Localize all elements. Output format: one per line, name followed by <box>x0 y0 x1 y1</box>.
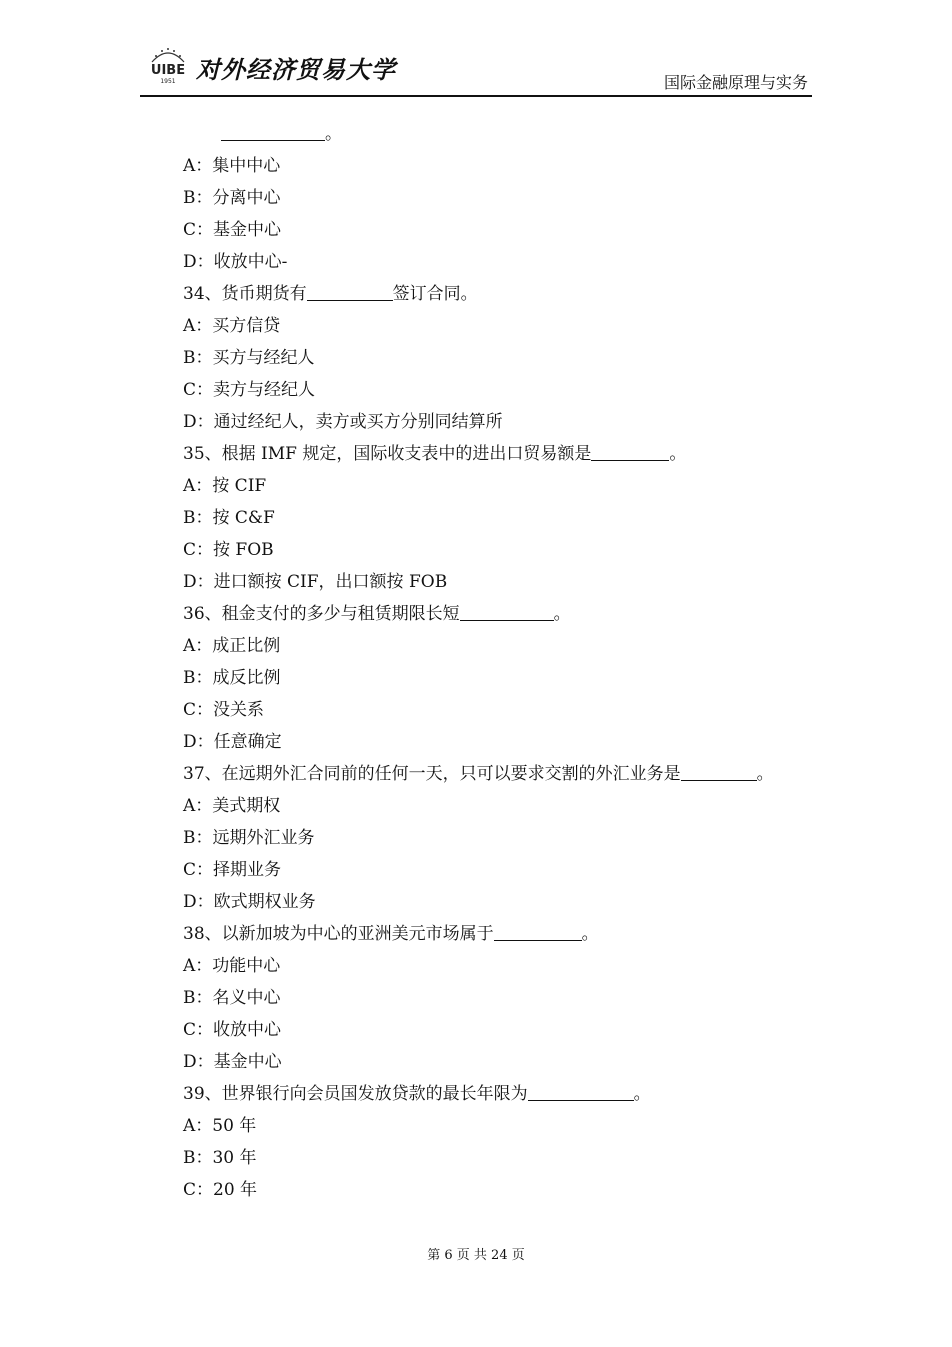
text-line <box>183 502 823 534</box>
answer-blank <box>221 120 325 141</box>
line-text: 37、在远期外汇合同前的任何一天，只可以要求交割的外汇业务是 <box>183 764 681 784</box>
answer-blank <box>591 440 669 461</box>
header-divider <box>140 95 812 97</box>
line-text: 39、世界银行向会员国发放贷款的最长年限为 <box>183 1084 528 1104</box>
text-line <box>183 1174 823 1206</box>
line-suffix: 。 <box>633 1084 651 1104</box>
text-line <box>183 342 823 374</box>
line-text: D：通过经纪人，卖方或买方分别同结算所 <box>183 412 503 432</box>
text-line <box>183 662 823 694</box>
answer-blank <box>494 920 582 941</box>
line-text: D：收放中心- <box>183 252 288 272</box>
line-suffix: 。 <box>756 764 774 784</box>
university-name-script: 对外经济贸易大学 <box>196 55 396 84</box>
logo-text: UIBE <box>150 63 186 78</box>
text-line <box>183 854 823 886</box>
line-text: C：收放中心 <box>183 1020 282 1040</box>
text-line <box>183 758 823 790</box>
line-text: 34、货币期货有 <box>183 284 307 304</box>
logo-year: 1951 <box>160 78 176 85</box>
text-line <box>183 598 823 630</box>
text-line <box>183 150 823 182</box>
line-text: A：买方信贷 <box>183 316 281 336</box>
text-line <box>183 822 823 854</box>
text-line <box>183 1142 823 1174</box>
question-list <box>183 118 823 1206</box>
text-line <box>183 1046 823 1078</box>
page-footer: 第 6 页 共 24 页 <box>427 1248 525 1263</box>
line-text: 36、租金支付的多少与租赁期限长短 <box>183 604 460 624</box>
text-line <box>183 982 823 1014</box>
line-text: D：任意确定 <box>183 732 282 752</box>
line-text: A：功能中心 <box>183 956 281 976</box>
text-line <box>183 182 823 214</box>
line-text: C：择期业务 <box>183 860 282 880</box>
line-suffix: 。 <box>581 924 599 944</box>
line-text: B：远期外汇业务 <box>183 828 315 848</box>
line-text: 35、根据 IMF 规定，国际收支表中的进出口贸易额是 <box>183 444 592 464</box>
page-header <box>140 40 812 96</box>
text-line <box>183 790 823 822</box>
line-suffix: 。 <box>325 124 342 144</box>
text-line <box>183 630 823 662</box>
line-text: B：分离中心 <box>183 188 281 208</box>
university-logo-icon <box>146 42 190 86</box>
text-line <box>183 1014 823 1046</box>
text-line <box>183 1078 823 1110</box>
text-line <box>183 566 823 598</box>
line-text: D：基金中心 <box>183 1052 282 1072</box>
course-title: 国际金融原理与实务 <box>663 73 808 92</box>
text-line <box>183 1110 823 1142</box>
text-line <box>183 278 823 310</box>
line-text: D：进口额按 CIF，出口额按 FOB <box>183 572 448 592</box>
text-line <box>183 534 823 566</box>
text-line <box>183 470 823 502</box>
text-line <box>183 118 823 150</box>
text-line <box>183 950 823 982</box>
answer-blank <box>460 600 554 621</box>
text-line <box>183 214 823 246</box>
text-line <box>183 886 823 918</box>
line-text: A：成正比例 <box>183 636 281 656</box>
text-line <box>183 694 823 726</box>
line-text: A：集中中心 <box>183 156 281 176</box>
text-line <box>183 438 823 470</box>
line-text: B：买方与经纪人 <box>183 348 315 368</box>
line-text: B：按 C&F <box>183 508 275 528</box>
answer-blank <box>681 760 757 781</box>
line-text: 38、以新加坡为中心的亚洲美元市场属于 <box>183 924 494 944</box>
line-text: C：20 年 <box>183 1180 258 1200</box>
text-line <box>183 726 823 758</box>
line-text: A：按 CIF <box>183 476 267 496</box>
line-text: B：名义中心 <box>183 988 281 1008</box>
line-text: B：30 年 <box>183 1148 257 1168</box>
line-text: C：基金中心 <box>183 220 282 240</box>
line-suffix: 。 <box>553 604 571 624</box>
line-text: D：欧式期权业务 <box>183 892 316 912</box>
text-line <box>183 918 823 950</box>
line-text: C：卖方与经纪人 <box>183 380 316 400</box>
text-line <box>183 246 823 278</box>
text-line <box>183 374 823 406</box>
line-text: A：50 年 <box>183 1116 257 1136</box>
answer-blank <box>528 1080 634 1101</box>
line-text: B：成反比例 <box>183 668 281 688</box>
line-text: C：按 FOB <box>183 540 274 560</box>
line-suffix: 。 <box>669 444 687 464</box>
text-line <box>183 310 823 342</box>
answer-blank <box>307 280 393 301</box>
line-text: C：没关系 <box>183 700 265 720</box>
line-suffix: 签订合同。 <box>392 284 478 304</box>
line-text: A：美式期权 <box>183 796 281 816</box>
text-line <box>183 406 823 438</box>
